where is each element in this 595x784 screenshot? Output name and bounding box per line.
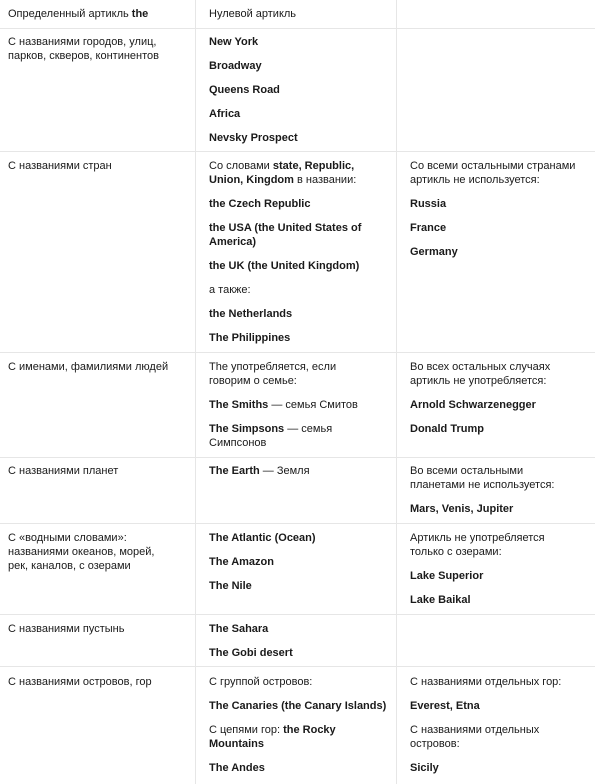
example-item: New York — [209, 36, 259, 48]
example-item: Russia — [410, 198, 447, 210]
row-divider — [0, 614, 595, 615]
row-label: С «водными словами»: названиями океанов, морей, рек, каналов, с озерами — [8, 532, 155, 572]
row-label: С названиями городов, улиц, парков, скверов, континентов — [8, 36, 159, 62]
row-divider — [0, 523, 595, 524]
example-item: the Netherlands — [209, 308, 293, 320]
example-item: the USA (the United States of America) — [209, 222, 362, 248]
example-item: Germany — [410, 246, 458, 258]
example-item: The Philippines — [209, 332, 291, 344]
rule-text: Со словами state, Republic, Union, Kingdom в названии: — [209, 160, 357, 186]
example-item: The Sahara — [209, 623, 269, 635]
column-divider — [396, 0, 397, 784]
example-item: France — [410, 222, 447, 234]
example-item: Africa — [209, 108, 241, 120]
example-item: The Earth — Земля — [209, 465, 310, 477]
header-zero-article: Нулевой артикль — [209, 8, 297, 20]
example-item: Mars, Venis, Jupiter — [410, 503, 514, 515]
example-item: The Canaries (the Canary Islands) — [209, 700, 387, 712]
row-divider — [0, 457, 595, 458]
example-item: The Atlantic (Ocean) — [209, 532, 316, 544]
rule-text: С группой островов: — [209, 676, 313, 688]
example-item: The Andes — [209, 762, 265, 774]
rule-text: The употребляется, если говорим о семье: — [209, 361, 337, 387]
example-item: Everest, Etna — [410, 700, 480, 712]
example-item: Queens Road — [209, 84, 280, 96]
example-item: Broadway — [209, 60, 262, 72]
rule-text: С названиями отдельных гор: — [410, 676, 562, 688]
example-item: Nevsky Prospect — [209, 132, 298, 144]
header-article-the: Определенный артикль the — [8, 8, 149, 20]
example-item: The Nile — [209, 580, 252, 592]
rule-text: а также: — [209, 284, 251, 296]
example-item: The Gobi desert — [209, 647, 293, 659]
column-divider — [195, 0, 196, 784]
row-label: С названиями стран — [8, 160, 112, 172]
rule-text: Во всех остальных случаях артикль не употребляется: — [410, 361, 551, 387]
row-divider — [0, 28, 595, 29]
example-item: The Simpsons — семья Симпсонов — [209, 423, 333, 449]
rule-text: Со всеми остальными странами артикль не используется: — [410, 160, 576, 186]
example-item: Lake Baikal — [410, 594, 471, 606]
rule-text: С названиями отдельных островов: — [410, 724, 540, 750]
example-item: the UK (the United Kingdom) — [209, 260, 360, 272]
row-divider — [0, 666, 595, 667]
example-item: Arnold Schwarzenegger — [410, 399, 536, 411]
example-item: Donald Trump — [410, 423, 484, 435]
rule-text: Артикль не употребляется только с озерами: — [410, 532, 545, 558]
row-label: С названиями планет — [8, 465, 119, 477]
row-label: С названиями островов, гор — [8, 676, 152, 688]
example-item: the Czech Republic — [209, 198, 311, 210]
rule-text: С цепями гор: the Rocky Mountains — [209, 724, 336, 750]
example-item: Lake Superior — [410, 570, 484, 582]
row-label: С названиями пустынь — [8, 623, 125, 635]
example-item: The Amazon — [209, 556, 274, 568]
row-label: С именами, фамилиями людей — [8, 361, 169, 373]
row-divider — [0, 151, 595, 152]
row-divider — [0, 352, 595, 353]
example-item: Sicily — [410, 762, 439, 774]
rule-text: Во всеми остальными планетами не используется: — [410, 465, 555, 491]
example-item: The Smiths — семья Смитов — [209, 399, 358, 411]
